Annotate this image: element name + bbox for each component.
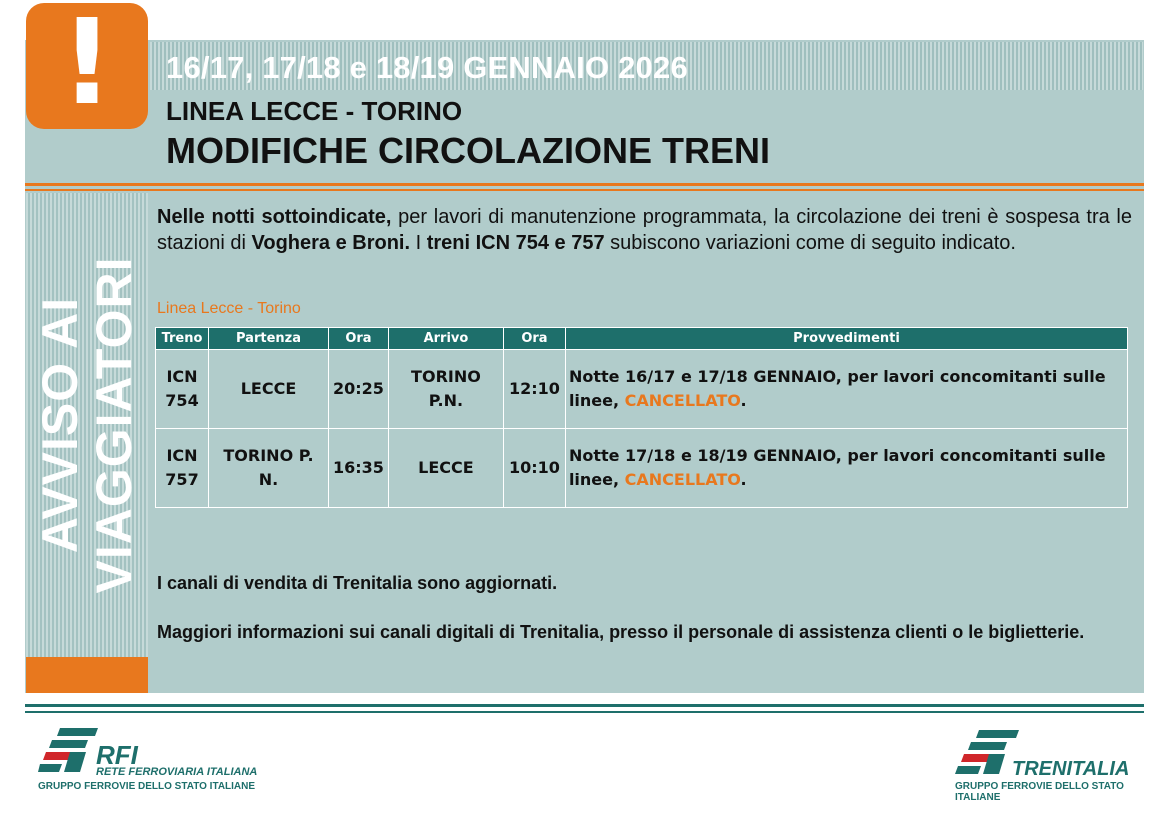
page-title: MODIFICHE CIRCOLAZIONE TRENI <box>166 130 770 171</box>
sidebar-heading-line1: AVVISO AI <box>32 296 88 554</box>
header-provvedimenti: Provvedimenti <box>565 328 1127 350</box>
table-header-row <box>156 328 1128 350</box>
rfi-full-name: RETE FERROVIARIA ITALIANA <box>96 766 258 778</box>
cell-partenza: TORINO P. N. <box>209 429 329 508</box>
header-ora-partenza: Ora <box>329 328 389 350</box>
cancellato-badge: CANCELLATO <box>624 470 741 489</box>
intro-text-6: subiscono variazioni come di seguito indicato. <box>604 232 1016 254</box>
more-info-note: Maggiori informazioni sui canali digitali di Trenitalia, presso il personale di assistenza clienti o le biglietterie. <box>157 622 1085 642</box>
line-name: LINEA LECCE - TORINO <box>166 96 463 126</box>
header-ora-arrivo: Ora <box>503 328 565 350</box>
cell-treno: ICN 757 <box>156 429 209 508</box>
fs-logo-icon <box>38 726 100 776</box>
trenitalia-group-name: GRUPPO FERROVIE DELLO STATO ITALIANE <box>955 781 1124 803</box>
intro-bold-1: Nelle notti sottoindicate, <box>157 206 392 228</box>
cell-ora-partenza: 20:25 <box>329 350 389 429</box>
provvedimento-text: Notte 17/18 e 18/19 GENNAIO, per lavori concomitanti sulle linee, <box>568 446 1106 489</box>
cell-treno: ICN 754 <box>156 350 209 429</box>
orange-divider <box>25 183 1144 186</box>
table-row <box>156 350 1128 429</box>
sales-channels-note: I canali di vendita di Trenitalia sono aggiornati. <box>157 573 558 593</box>
rfi-group-name: GRUPPO FERROVIE DELLO STATO ITALIANE <box>38 781 256 792</box>
header-treno: Treno <box>156 328 209 350</box>
table-caption: Linea Lecce - Torino <box>157 300 301 317</box>
cell-provvedimento <box>565 350 1127 429</box>
cancellato-badge: CANCELLATO <box>624 391 741 410</box>
cell-ora-partenza: 16:35 <box>329 429 389 508</box>
cell-provvedimento <box>565 429 1127 508</box>
cell-ora-arrivo: 10:10 <box>503 429 565 508</box>
cell-ora-arrivo: 12:10 <box>503 350 565 429</box>
header-arrivo: Arrivo <box>388 328 503 350</box>
sidebar-heading-line2: VIAGGIATORI <box>86 256 142 594</box>
table-row <box>156 429 1128 508</box>
intro-text-4: I <box>410 232 427 254</box>
green-divider-thin <box>25 711 1144 713</box>
header-partenza: Partenza <box>209 328 329 350</box>
sidebar-heading <box>33 195 141 655</box>
sidebar-orange-block <box>26 657 148 693</box>
cell-arrivo: TORINO P.N. <box>388 350 503 429</box>
notice-dates: 16/17, 17/18 e 18/19 GENNAIO 2026 <box>166 50 688 85</box>
intro-bold-5: treni ICN 754 e 757 <box>426 232 605 254</box>
trenitalia-logo-text: TRENITALIA <box>1012 758 1130 780</box>
green-divider <box>25 704 1144 707</box>
cell-arrivo: LECCE <box>388 429 503 508</box>
trains-table <box>155 327 1128 508</box>
orange-divider-thin <box>25 189 1144 191</box>
alert-badge <box>26 0 148 131</box>
provvedimento-end: . <box>740 391 747 410</box>
provvedimento-end: . <box>740 470 747 489</box>
provvedimento-text: Notte 16/17 e 17/18 GENNAIO, per lavori concomitanti sulle linee, <box>568 367 1106 410</box>
exclamation-icon: ! <box>60 0 114 131</box>
cell-partenza: LECCE <box>209 350 329 429</box>
intro-text-2: per lavori di manutenzione programmata, la circolazione dei treni è sospesa tra le stazioni di <box>157 206 1132 254</box>
rfi-logo-text: RFI <box>96 740 138 770</box>
intro-bold-3: Voghera e Broni. <box>251 232 411 254</box>
intro-paragraph <box>157 204 1132 256</box>
